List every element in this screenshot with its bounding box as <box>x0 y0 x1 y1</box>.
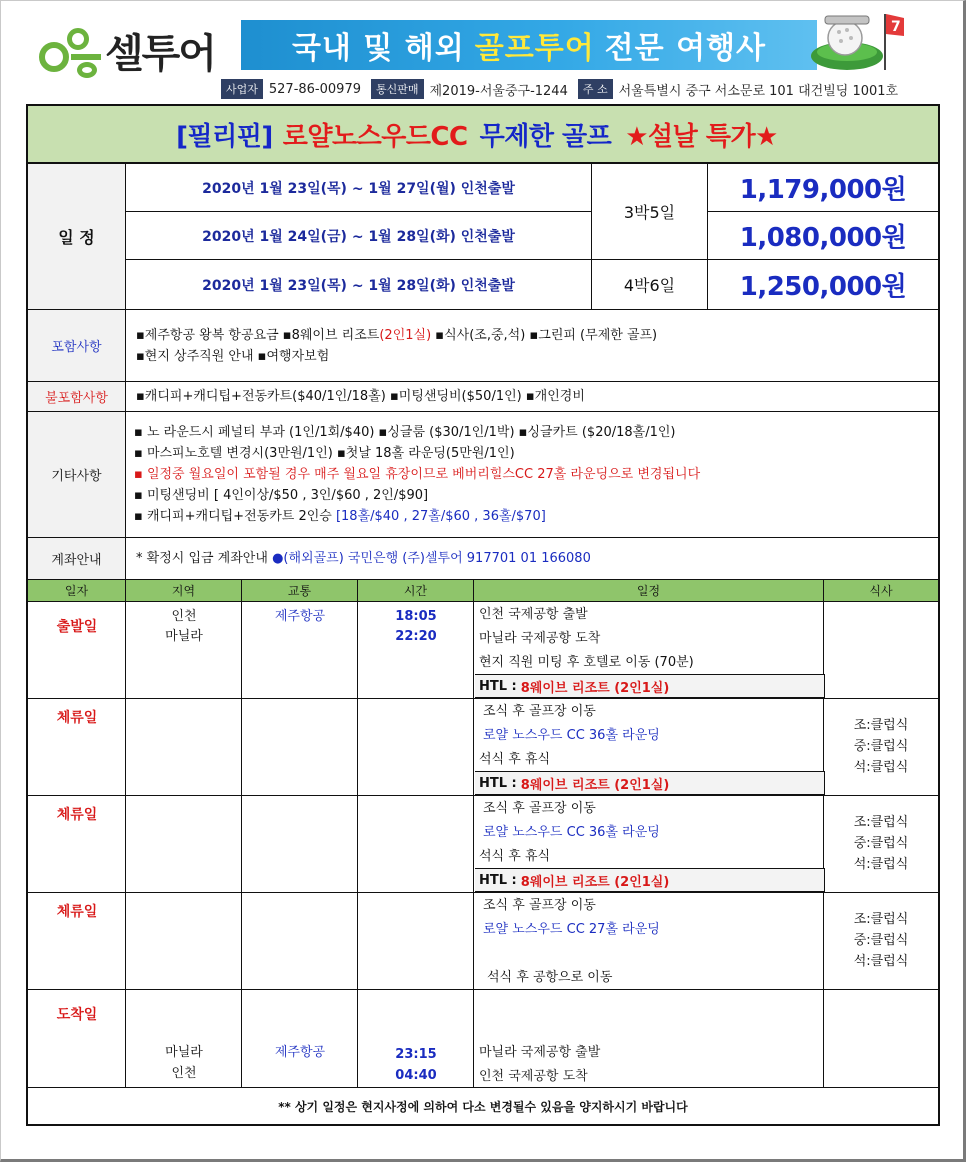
svg-text:7: 7 <box>891 19 901 35</box>
plan-line-2: 로얄 노스우드 CC 36홀 라운딩 <box>483 825 660 840</box>
page-title <box>28 106 938 164</box>
plan-line-2: 로얄 노스우드 CC 27홀 라운딩 <box>483 922 660 937</box>
meal-dinner: 석:클럽식 <box>853 857 909 872</box>
title-course: 로얄노스우드CC <box>282 121 468 152</box>
included-room-type: (2인1실) <box>379 327 432 343</box>
price-2: 1,080,000원 <box>708 212 938 260</box>
time-1: 18:05 <box>395 609 437 624</box>
account-prefix: * 확정시 입금 계좌안내 <box>136 551 273 566</box>
meal-breakfast: 조:클럽식 <box>853 912 909 927</box>
hotel-label: HTL : <box>479 775 517 791</box>
title-promo: ★설날 특가★ <box>625 121 778 152</box>
included-label: 포함사항 <box>28 310 126 382</box>
biz-value: 제2019-서울중구-1244 <box>429 83 568 99</box>
meal-dinner: 석:클럽식 <box>853 954 909 969</box>
itinerary-header <box>28 580 938 602</box>
time-2: 22:20 <box>395 629 437 644</box>
included-items-b: ▪식사(조,중,석) ▪그린피 (무제한 골프) <box>431 327 658 343</box>
hotel-name: 8웨이브 리조트 (2인1실) <box>520 680 670 696</box>
included-content <box>126 310 938 382</box>
included-items-a: ▪제주항공 왕복 항공요금 ▪8웨이브 리조트 <box>136 327 380 343</box>
region-1: 인천 <box>171 609 197 624</box>
footer-note: ** 상기 일정은 현지사정에 의하여 다소 변경될수 있음을 양지하시기 바랍니다 <box>278 1099 688 1114</box>
company-logo[interactable] <box>37 20 215 80</box>
golf-ball-flag-icon <box>807 8 907 78</box>
title-golf: 무제한 골프 <box>479 121 612 152</box>
col-day: 일자 <box>28 580 126 601</box>
biz-tag: 통신판매 <box>371 79 424 99</box>
biz-tag: 주 소 <box>578 79 613 99</box>
others-line-4: ▪ 미팅샌딩비 [ 4인이상/$50 , 3인/$60 , 2인/$90] <box>134 488 429 503</box>
region-2: 마닐라 <box>165 629 203 644</box>
schedule-dates-3: 2020년 1월 23일(목) ~ 1월 28일(화) 인천출발 <box>126 260 592 310</box>
biz-value: 527-86-00979 <box>268 81 361 97</box>
hotel-label: HTL : <box>479 678 517 694</box>
slogan-bar <box>241 20 817 70</box>
hotel-info <box>475 771 825 795</box>
business-info <box>221 78 908 100</box>
account-content <box>126 538 938 580</box>
meal-lunch: 중:클럽식 <box>853 933 909 948</box>
itinerary-day-3 <box>28 796 938 893</box>
header-banner <box>17 2 939 100</box>
col-region: 지역 <box>126 580 242 601</box>
itinerary-day-1 <box>28 602 938 699</box>
others-line-2: ▪ 마스피노호텔 변경시(3만원/1인) ▪첫날 18홀 라운딩(5만원/1인) <box>134 446 515 461</box>
plan-line-3: 석식 후 휴식 <box>479 752 551 767</box>
hotel-label: HTL : <box>479 872 517 888</box>
duration-4n6d: 4박6일 <box>592 260 708 310</box>
meal-dinner: 석:클럽식 <box>853 760 909 775</box>
included-line-1 <box>136 325 657 346</box>
schedule-dates-2: 2020년 1월 24일(금) ~ 1월 28일(화) 인천출발 <box>126 212 592 260</box>
plan-line-1: 조식 후 골프장 이동 <box>483 704 596 719</box>
others-content <box>126 412 938 538</box>
duration-3n5d: 3박5일 <box>592 164 708 260</box>
day-name: 출발일 <box>56 619 98 635</box>
biz-value: 서울특별시 중구 서소문로 101 대건빌딩 1001호 <box>618 83 899 99</box>
day-name: 체류일 <box>56 807 98 823</box>
plan-line-2: 인천 국제공항 도착 <box>479 1069 588 1084</box>
logo-text: 셀투어 <box>105 30 215 77</box>
itinerary-day-2 <box>28 699 938 796</box>
included-line-2: ▪현지 상주직원 안내 ▪여행자보험 <box>136 348 330 364</box>
day-name: 체류일 <box>56 904 98 920</box>
meal-lunch: 중:클럽식 <box>853 739 909 754</box>
plan-line-1: 마닐라 국제공항 출발 <box>479 1045 601 1060</box>
others-line-5 <box>134 506 546 527</box>
excluded-content: ▪캐디피+캐디팁+전동카트($40/1인/18홀) ▪미팅샌딩비($50/1인) ▪개인경비 <box>126 382 938 412</box>
title-country: [필리핀] <box>176 121 273 152</box>
time-1: 23:15 <box>395 1047 437 1062</box>
biz-tag: 사업자 <box>221 79 263 99</box>
meal-breakfast: 조:클럽식 <box>853 718 909 733</box>
plan-line-1: 조식 후 골프장 이동 <box>483 801 596 816</box>
hotel-info <box>475 674 825 698</box>
plan-line-2: 마닐라 국제공항 도착 <box>479 631 601 646</box>
excluded-label: 불포함사항 <box>28 382 126 412</box>
others-monday-notice: ▪ 일정중 월요일이 포함될 경우 매주 월요일 휴장이므로 베버리힐스CC 27홀 라운딩으로 변경됩니다 <box>134 467 701 482</box>
time-2: 04:40 <box>395 1068 437 1083</box>
col-meal: 식사 <box>869 584 893 598</box>
others-cart-prices: [18홀/$40 , 27홀/$60 , 36홀/$70] <box>335 509 546 524</box>
others-line-1: ▪ 노 라운드시 페널티 부과 (1인/1회/$40) ▪싱글룸 ($30/1인/1박) ▪싱글카트 ($20/18홀/1인) <box>134 425 676 440</box>
bank-account-info: ●(해외골프) 국민은행 (주)셀투어 917701 01 166080 <box>272 551 591 566</box>
itinerary-day-5 <box>28 990 938 1088</box>
others-cart-label: ▪ 캐디피+캐디팁+전동카트 2인승 <box>134 509 336 524</box>
price-1: 1,179,000원 <box>708 164 938 212</box>
plan-line-1: 인천 국제공항 출발 <box>479 607 588 622</box>
day-name: 체류일 <box>56 710 98 726</box>
meal-breakfast: 조:클럽식 <box>853 815 909 830</box>
region-2: 인천 <box>171 1066 197 1081</box>
slogan-pre: 국내 및 해외 <box>291 31 465 66</box>
plan-line-2: 로얄 노스우드 CC 36홀 라운딩 <box>483 728 660 743</box>
itinerary-day-4 <box>28 893 938 990</box>
hotel-name: 8웨이브 리조트 (2인1실) <box>520 777 670 793</box>
hotel-name: 8웨이브 리조트 (2인1실) <box>520 874 670 890</box>
plan-line-3: 현지 직원 미팅 후 호텔로 이동 (70분) <box>479 655 694 670</box>
slogan-post: 전문 여행사 <box>604 31 767 66</box>
slogan-highlight: 골프투어 <box>474 31 595 66</box>
meal-lunch: 중:클럽식 <box>853 836 909 851</box>
col-plan: 일정 <box>474 580 824 601</box>
tour-info-table <box>26 104 940 1126</box>
price-3: 1,250,000원 <box>708 260 938 310</box>
region-1: 마닐라 <box>165 1045 203 1060</box>
transport: 제주항공 <box>274 609 326 624</box>
hotel-info <box>475 868 825 892</box>
plan-line-3: 석식 후 휴식 <box>479 849 551 864</box>
col-transport: 교통 <box>242 580 358 601</box>
schedule-label-text: 일 정 <box>58 228 95 247</box>
plan-line-1: 조식 후 골프장 이동 <box>483 898 596 913</box>
transport: 제주항공 <box>274 1045 326 1060</box>
logo-mark-icon <box>37 22 103 78</box>
account-label: 계좌안내 <box>28 538 126 580</box>
others-label: 기타사항 <box>28 412 126 538</box>
plan-line-3: 석식 후 공항으로 이동 <box>487 970 613 985</box>
col-time: 시간 <box>358 580 474 601</box>
schedule-label <box>28 164 126 310</box>
schedule-dates-1: 2020년 1월 23일(목) ~ 1월 27일(월) 인천출발 <box>126 164 592 212</box>
day-name: 도착일 <box>56 1007 98 1023</box>
